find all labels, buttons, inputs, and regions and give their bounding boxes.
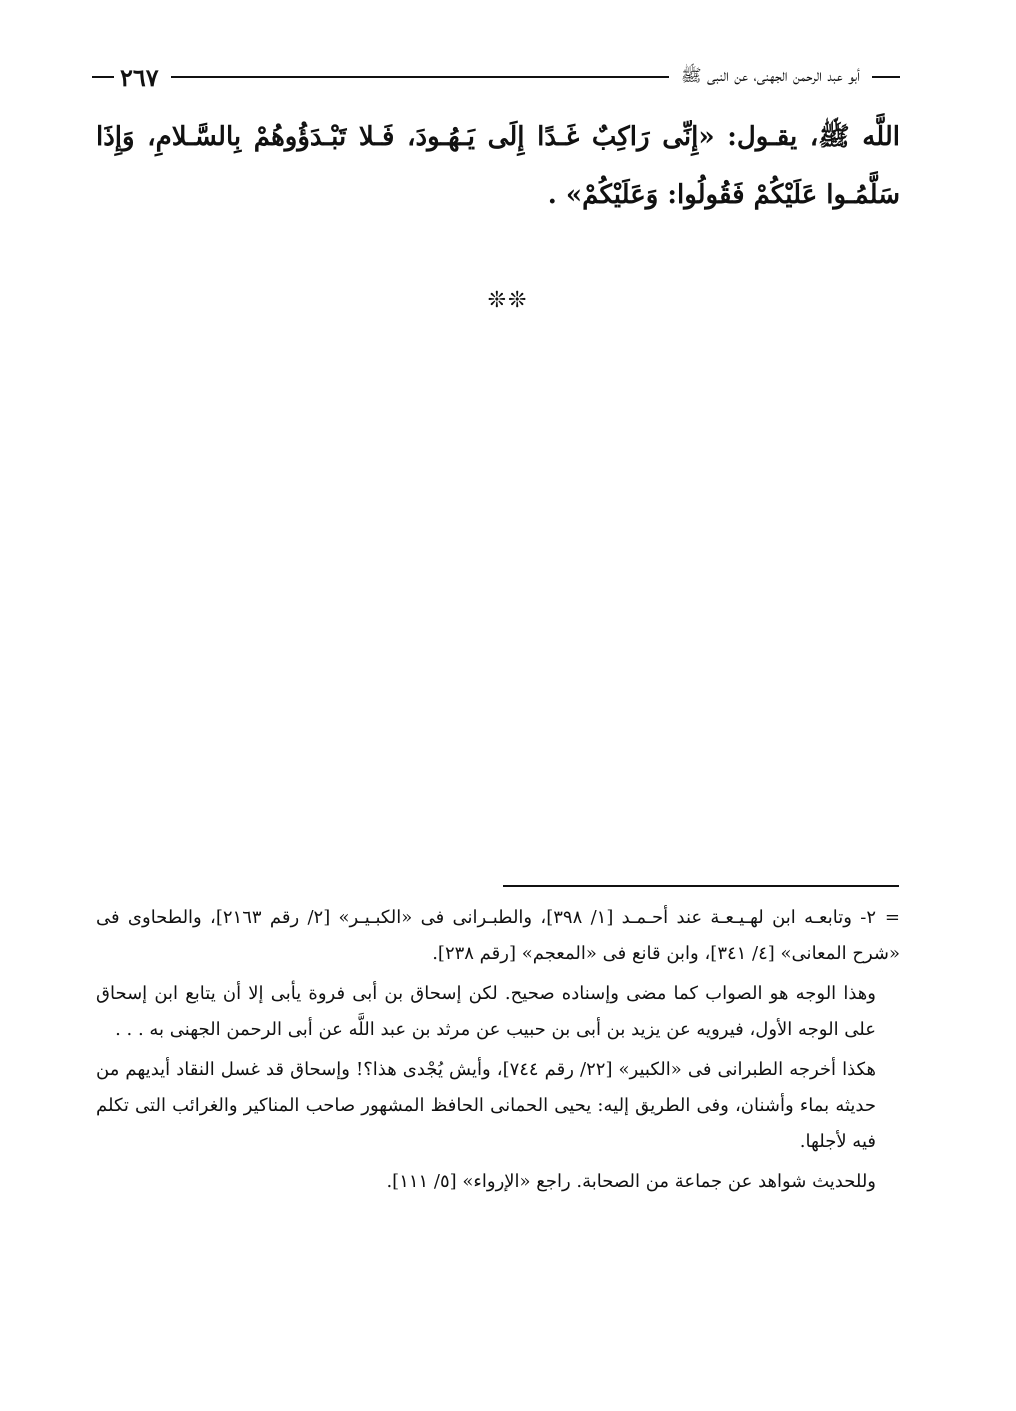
running-title: أبو عبد الرحمن الجهنى، عن النبى ﷺ	[681, 65, 860, 86]
header-rule-middle	[171, 76, 669, 78]
section-separator: ❊❊	[487, 288, 529, 313]
header-rule-right	[872, 76, 900, 78]
footnotes	[96, 900, 900, 1204]
footnote-paragraph: وللحديث شواهد عن جماعة من الصحابة. راجع «الإرواء» [٥/ ١١١].	[386, 1171, 876, 1192]
footnote-text: ٢- وتابعـه ابن لهـيـعـة عند أحـمـد [١/ ٣٩٨]، والطبـرانى فى «الكبـيـر» [٢/ رقم ٢١٦٣]، والطحاوى فى «شرح المعانى» [٤/ ٣٤١]، وابن قانع فى «المعجم» [رقم ٢٣٨].	[96, 907, 900, 964]
footnote-paragraph: هكذا أخرجه الطبرانى فى «الكبير» [٢٢/ رقم ٧٤٤]، وأيش يُجْدى هذا؟! وإسحاق قد غسل النقاد أيديهم من حديثه بماء وأشنان، وفى الطريق إليه: يحيى الحمانى الحافظ المشهور صاحب المناكير والغرائب التى تكلم فيه لأجلها.	[96, 1059, 876, 1152]
header-rule-left	[92, 76, 114, 78]
footnote-paragraph	[96, 900, 900, 972]
footnote-divider	[503, 885, 899, 887]
hadith-text: اللَّه ﷺ، يقـول: «إِنِّى رَاكِبٌ غَـدًا إِلَى يَـهُـودَ، فَـلا تَبْـدَؤُوهُمْ بِالسَّـلامِ، وَإِذَا سَلَّمُـوا عَلَيْكُمْ فَقُولُوا: وَعَلَيْكُمْ» .	[96, 122, 900, 210]
footnote-continuation-mark: =	[884, 907, 900, 928]
footnote-paragraph: وهذا الوجه هو الصواب كما مضى وإسناده صحيح. لكن إسحاق بن أبى فروة يأبى إلا أن يتابع ابن إسحاق على الوجه الأول، فيرويه عن يزيد بن أبى بن حبيب عن مرثد بن عبد اللَّه عن أبى الرحمن الجهنى به . . .	[96, 983, 876, 1040]
page-number: ٢٦٧	[120, 62, 159, 92]
running-header	[92, 62, 900, 92]
